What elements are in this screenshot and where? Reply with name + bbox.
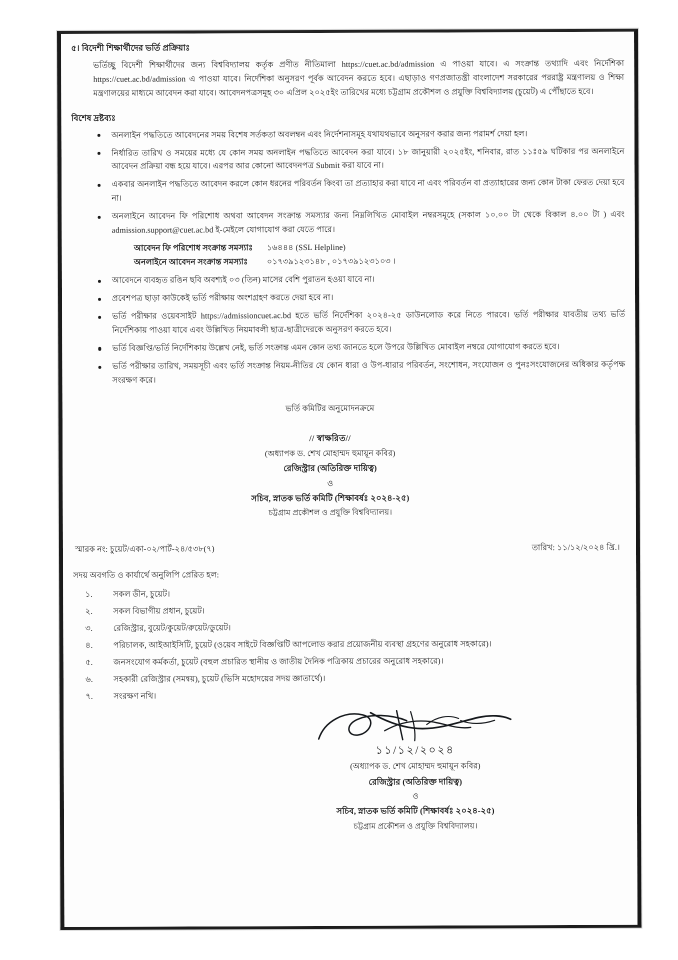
list-item: একবার অনলাইন পদ্ধতিতে আবেদন করলে কোন ধরনের পরিবর্তন কিংবা তা প্রত্যাহার করা যাবে না এবং পরিবর্তন বা প্রত্যাহারের জন্য কোন টাকা ফেরত দেয়া হবে না। [72,176,625,205]
contact-value: ১৬৪৪৪ (SSL Helpline) [266,242,346,252]
memo-number-value: চুয়েট/একা-০২/পার্ট-২৪/৫৩৮(৭) [109,544,215,554]
contact-block [72,240,625,270]
intro-paragraph: ভর্তিচ্ছু বিদেশী শিক্ষার্থীদের জন্য বিশ্ববিদ্যালয় কর্তৃক প্রণীত নীতিমালা https://cuet.ac.bd/admission এ পাওয়া যাবে। এ সংক্রান্ত তথ্যাদি এবং নির্দেশিকা https://cuet.ac.bd/admission এ পাওয়া যাবে। নির্দেশিকা অনুসরণ পূর্বক আবেদন করতে হবে। এছাড়াও গণপ্রজাতন্ত্রী বাংলাদেশ সরকারের পররাষ্ট্র মন্ত্রণালয় ও শিক্ষা মন্ত্রণালয়ের মাধ্যমে আবেদন করা যাবে। আবেদনপত্রসমূহ ৩০ এপ্রিল ২০২৫ইং তারিখের মধ্যে চট্টগ্রাম প্রকৌশল ও প্রযুক্তি বিশ্ববিদ্যালয় (চুয়েট) এ পৌঁছাতে হবে। [93,59,625,99]
memo-row [73,541,626,556]
notice-bullet-list-bottom [72,272,625,387]
list-item-number: ১. [85,589,93,599]
list-item: নির্ধারিত তারিখ ও সময়ের মধ্যে যে কোন সময় অনলাইন পদ্ধতিতে আবেদন করা যাবে। ১৮ জানুয়ারী ২০২৫ইং, শনিবার, রাত ১১ঃ৫৯ ঘটিকার পর অনলাইনে আবেদন প্রক্রিয়া বন্ধ হয়ে যাবে। এরপর আর কোনো আবেদনপত্র Submit করা যাবে না। [71,145,624,174]
contact-row [134,254,625,270]
list-item-number: ৬. [85,674,93,684]
approval-signature-block [72,401,625,521]
list-item-number: ৫. [85,657,93,667]
list-item-number: ২. [85,606,93,616]
list-item [73,672,626,687]
memo-date [532,541,626,554]
list-item-text: সকল বিভাগীয় প্রধান, চুয়েট। [113,606,205,616]
list-item: ভর্তি পরীক্ষার তারিখ, সময়সূচী এবং ভর্তি সংক্রান্ত নিয়ম-নীতির যে কোন ধারা ও উপ-ধারার পরিবর্তন, সংশোধন, সংযোজন ও পুনঃসংযোজনের অধিকার কর্তৃপক্ষ সংরক্ষণ করে। [72,358,625,387]
list-item-number: ৩. [85,623,93,633]
list-item-number: ৪. [85,640,93,650]
section-heading [71,40,624,56]
signatory-conjunction: ও [412,791,419,801]
list-item-text: সকল ডীন, চুয়েট। [113,589,171,599]
list-item-text: জনসংযোগ কর্মকর্তা, চুয়েট (বহুল প্রচারিত স্থানীয় ও জাতীয় দৈনিক পত্রিকায় প্রচারের অনুরোধ সহকারে)। [113,656,444,667]
signatory-university: চট্টগ্রাম প্রকৌশল ও প্রযুক্তি বিশ্ববিদ্যালয়। [268,507,393,518]
signatory-role-registrar: রেজিস্ট্রার (অতিরিক্ত দায়িত্ব) [368,777,463,787]
list-item-number: ৭. [85,691,94,701]
list-item-text: সহকারী রেজিস্ট্রার (সমন্বয়), চুয়েট (ভিসি মহোদয়ের সদয় জ্ঞাতার্থে)। [113,674,326,684]
list-item [74,689,627,704]
list-item [73,621,626,636]
memo-date-label: তারিখ: [531,542,555,552]
handwritten-signature-icon [234,708,597,747]
list-item: ভর্তি বিজ্ঞপ্তি/ভর্তি নির্দেশিকায় উল্লেখ নেই, ভর্তি সংক্রান্ত এমন কোন তথ্য জানতে হলে উপরে উল্লিখিত মোবাইল নম্বরে যোগাযোগ করতে হবে। [72,340,625,356]
paper-inner [61,32,637,927]
handwritten-date: ১১/১২/২০২৪ [375,744,455,757]
list-item: অনলাইনে আবেদন ফি পরিশোধ অথবা আবেদন সংক্রান্ত সমস্যার জন্য নিম্নলিখিত মোবাইল নম্বরসমূহে (সকাল ১০.০০ টা থেকে বিকাল ৪.০০ টা ) এবং admission.support@cuet.ac.bd ই-মেইলে যোগাযোগ করা যেতে পারে। [72,208,625,237]
notice-bullet-list-top [71,126,624,237]
section-title: বিদেশী শিক্ষার্থীদের ভর্তি প্রক্রিয়াঃ [81,43,191,53]
signatory-conjunction: ও [327,478,334,488]
notice-heading: বিশেষ দ্রষ্টব্যঃ [71,113,116,124]
copy-distribution-heading: সদয় অবগতি ও কার্যার্থে অনুলিপি প্রেরিত হল: [73,570,220,580]
bottom-signature-block [74,707,627,834]
document-content [71,40,627,834]
signatory-name: (অধ্যাপক ড. শেখ মোহাম্মদ হুমায়ূন কবির) [350,761,481,772]
approval-line: ভর্তি কমিটির অনুমোদনক্রমে [285,404,375,414]
contact-value: ০১৭৩৯১২৩১৪৮ , ০১৭৩৯১২৩১০৩ । [266,256,396,267]
signatory-university: চট্টগ্রাম প্রকৌশল ও প্রযুক্তি বিশ্ববিদ্যালয়। [353,820,478,831]
list-item: অনলাইন পদ্ধতিতে আবেদনের সময় বিশেষ সর্তকতা অবলম্বন এবং নির্দেশনাসমূহ যথাযথভাবে অনুসরণ করার জন্য পরামর্শ দেয়া হল। [71,126,624,142]
signatory-role-secretary: সচিব, স্নাতক ভর্তি কমিটি (শিক্ষাবর্ষঃ ২০২৪-২৫) [336,806,495,817]
memo-number [73,542,215,556]
list-item-text: সংরক্ষণ নথি। [113,691,157,701]
list-item: প্রবেশপত্র ছাড়া কাউকেই ভর্তি পরীক্ষায় অংশগ্রহণ করতে দেয়া হবে না। [72,290,625,306]
list-item [73,655,626,670]
signatory-name: (অধ্যাপক ড. শেখ মোহাম্মদ হুমায়ূন কবির) [264,448,396,459]
list-item: আবেদনে ব্যবহৃত রঙিন ছবি অবশ্যই ০৩ (তিন) মাসের বেশি পুরাতন হওয়া যাবে না। [72,272,625,288]
paper-sheet [57,29,641,930]
signatory-role-registrar: রেজিস্ট্রার (অতিরিক্ত দায়িত্ব) [283,464,377,474]
memo-date-value: ১১/১২/২০২৪ খ্রি.। [557,542,621,552]
memo-number-label: স্মারক নং: [74,544,108,554]
list-item [73,604,626,619]
distribution-list [73,587,626,704]
signatory-role-secretary: সচিব, স্নাতক ভর্তি কমিটি (শিক্ষাবর্ষঃ ২০২৪-২৫) [251,493,410,504]
contact-label: আবেদন ফি পরিশোধ সংক্রান্ত সমস্যাঃ [133,242,253,253]
list-item-text: রেজিস্ট্রার, বুয়েট/কুয়েট/রুয়েট/ডুয়েট। [113,623,232,633]
list-item [73,587,626,602]
contact-label: অনলাইনে আবেদন সংক্রান্ত সমস্যাঃ [133,257,248,267]
list-item [73,638,626,653]
section-number: ৫। [71,43,80,53]
signed-mark: // স্বাক্ষরিত// [309,434,351,444]
list-item: ভর্তি পরীক্ষার ওয়েবসাইট https://admissioncuet.ac.bd হতে ভর্তি নির্দেশিকা ২০২৪-২৫ ডাউনলোড করে নিতে পারবে। ভর্তি পরীক্ষার যাবতীয় তথ্য ভর্তি নির্দেশিকায় পাওয়া যাবে এবং উল্লিখিত নিয়মাবলী ছাত্র-ছাত্রীদেরকে অনুসরণ করতে হবে। [72,308,625,337]
list-item-text: পরিচালক, আইআইসিটি, চুয়েট (ওয়েব সাইটে বিজ্ঞপ্তিটি আপলোড করার প্রয়োজনীয় ব্যবস্থা গ্রহণের অনুরোধ সহকারে)। [113,639,492,650]
